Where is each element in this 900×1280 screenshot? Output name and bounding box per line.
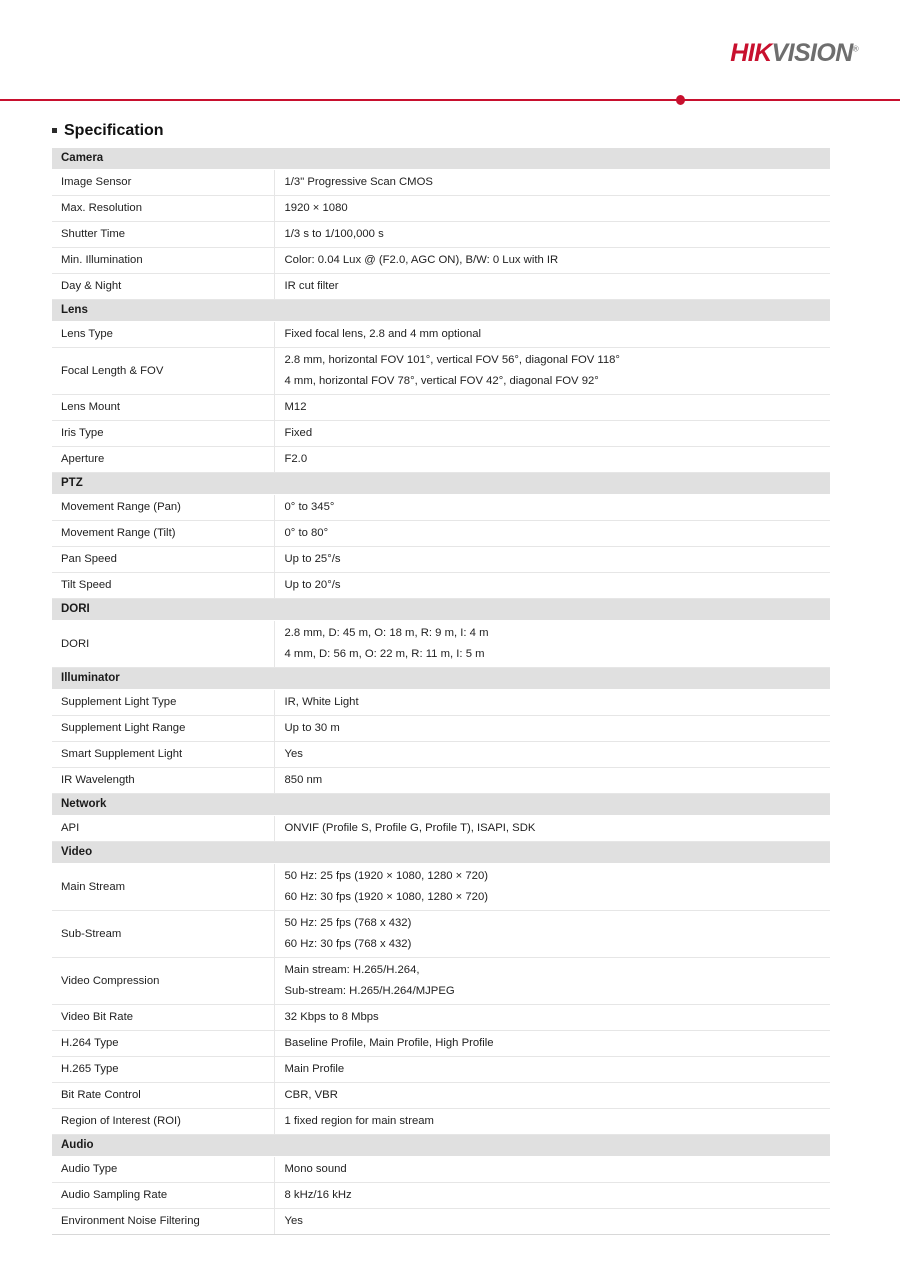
- spec-row-label: Tilt Speed: [52, 573, 274, 599]
- spec-row: [52, 222, 830, 248]
- spec-row-label: Image Sensor: [52, 170, 274, 196]
- spec-row: [52, 621, 830, 668]
- spec-row: [52, 864, 830, 911]
- spec-row-value: [274, 421, 830, 447]
- spec-row-label: Movement Range (Pan): [52, 495, 274, 521]
- spec-row-value: [274, 395, 830, 421]
- spec-row: [52, 447, 830, 473]
- spec-row-label: Lens Type: [52, 322, 274, 348]
- spec-row: [52, 716, 830, 742]
- spec-row-value: [274, 1209, 830, 1235]
- spec-row-value: [274, 447, 830, 473]
- spec-value-line: 50 Hz: 25 fps (1920 × 1080, 1280 × 720): [284, 870, 488, 882]
- spec-value-line: Main stream: H.265/H.264,: [284, 964, 420, 976]
- spec-row: [52, 1057, 830, 1083]
- spec-section-title: Illuminator: [52, 668, 830, 690]
- spec-row: [52, 768, 830, 794]
- spec-row-value: [274, 274, 830, 300]
- spec-value-line: Fixed focal lens, 2.8 and 4 mm optional: [284, 328, 482, 340]
- spec-section-header: [52, 668, 830, 690]
- spec-row-label: Bit Rate Control: [52, 1083, 274, 1109]
- spec-row: [52, 170, 830, 196]
- spec-row-label: Max. Resolution: [52, 196, 274, 222]
- spec-row: [52, 1157, 830, 1183]
- spec-row: [52, 1005, 830, 1031]
- spec-value-line: ONVIF (Profile S, Profile G, Profile T), ISAPI, SDK: [284, 822, 536, 834]
- spec-row-value: [274, 573, 830, 599]
- spec-value-line: IR, White Light: [284, 696, 359, 708]
- spec-row-label: Region of Interest (ROI): [52, 1109, 274, 1135]
- spec-row-value: [274, 222, 830, 248]
- spec-value-line: 1/3" Progressive Scan CMOS: [284, 176, 433, 188]
- spec-row: [52, 1183, 830, 1209]
- spec-value-line: Sub-stream: H.265/H.264/MJPEG: [284, 985, 455, 997]
- registered-trademark-icon: ®: [852, 44, 858, 54]
- square-bullet-icon: [52, 128, 57, 133]
- spec-row-value: [274, 248, 830, 274]
- spec-value-line: 850 nm: [284, 774, 323, 786]
- spec-section-header: [52, 148, 830, 170]
- spec-value-line: 50 Hz: 25 fps (768 x 432): [284, 917, 412, 929]
- header-rule-dot-icon: [676, 95, 685, 105]
- spec-section-header: [52, 842, 830, 864]
- header-rule-line: [0, 99, 900, 101]
- spec-row-label: Movement Range (Tilt): [52, 521, 274, 547]
- spec-row-label: Aperture: [52, 447, 274, 473]
- spec-row-label: DORI: [52, 621, 274, 668]
- spec-section-title: Lens: [52, 300, 830, 322]
- spec-value-line: Fixed: [284, 427, 313, 439]
- spec-row: [52, 742, 830, 768]
- spec-row-label: Environment Noise Filtering: [52, 1209, 274, 1235]
- spec-row-value: [274, 816, 830, 842]
- spec-section-title: Network: [52, 794, 830, 816]
- spec-row-value: [274, 768, 830, 794]
- spec-row-label: Supplement Light Type: [52, 690, 274, 716]
- spec-section-header: [52, 1135, 830, 1157]
- spec-row: [52, 395, 830, 421]
- page-title: [52, 123, 900, 139]
- spec-row: [52, 816, 830, 842]
- spec-row-label: Sub-Stream: [52, 911, 274, 958]
- spec-value-line: CBR, VBR: [284, 1089, 338, 1101]
- header-divider: [0, 88, 900, 102]
- spec-value-line: M12: [284, 401, 307, 413]
- spec-row: [52, 958, 830, 1005]
- spec-value-line: Yes: [284, 748, 303, 760]
- spec-row-label: Iris Type: [52, 421, 274, 447]
- spec-value-line: Up to 20°/s: [284, 579, 341, 591]
- spec-row: [52, 196, 830, 222]
- spec-value-line: Main Profile: [284, 1063, 345, 1075]
- specification-table-body: [52, 148, 830, 1235]
- spec-row-label: Shutter Time: [52, 222, 274, 248]
- spec-row-label: Smart Supplement Light: [52, 742, 274, 768]
- spec-row-label: API: [52, 816, 274, 842]
- spec-section-title: Audio: [52, 1135, 830, 1157]
- spec-value-line: F2.0: [284, 453, 308, 465]
- spec-row-label: Day & Night: [52, 274, 274, 300]
- spec-row: [52, 690, 830, 716]
- spec-value-line: 4 mm, D: 56 m, O: 22 m, R: 11 m, I: 5 m: [284, 648, 485, 660]
- spec-row-label: Audio Type: [52, 1157, 274, 1183]
- spec-value-line: 0° to 345°: [284, 501, 335, 513]
- spec-row-value: [274, 864, 830, 911]
- spec-row-value: [274, 322, 830, 348]
- spec-value-line: IR cut filter: [284, 280, 339, 292]
- spec-row-value: [274, 958, 830, 1005]
- spec-row: [52, 547, 830, 573]
- spec-row-value: [274, 1031, 830, 1057]
- spec-row-label: H.264 Type: [52, 1031, 274, 1057]
- page-title-label: Specification: [64, 122, 164, 139]
- logo-vision-text: VISION: [771, 39, 853, 67]
- spec-row: [52, 1109, 830, 1135]
- spec-row-label: Video Compression: [52, 958, 274, 1005]
- spec-value-line: 60 Hz: 30 fps (1920 × 1080, 1280 × 720): [284, 891, 488, 903]
- spec-value-line: 1 fixed region for main stream: [284, 1115, 434, 1127]
- spec-row-value: [274, 1057, 830, 1083]
- spec-row: [52, 322, 830, 348]
- spec-row: [52, 573, 830, 599]
- spec-row: [52, 421, 830, 447]
- spec-row: [52, 1209, 830, 1235]
- spec-row: [52, 911, 830, 958]
- spec-row-label: Main Stream: [52, 864, 274, 911]
- spec-row-value: [274, 1183, 830, 1209]
- spec-value-line: Yes: [284, 1215, 303, 1227]
- spec-value-line: 4 mm, horizontal FOV 78°, vertical FOV 42°, diagonal FOV 92°: [284, 375, 599, 387]
- spec-value-line: 60 Hz: 30 fps (768 x 432): [284, 938, 412, 950]
- page-header: [0, 0, 900, 88]
- spec-row-label: Pan Speed: [52, 547, 274, 573]
- spec-value-line: Color: 0.04 Lux @ (F2.0, AGC ON), B/W: 0 Lux with IR: [284, 254, 559, 266]
- spec-row-value: [274, 495, 830, 521]
- spec-section-title: Camera: [52, 148, 830, 170]
- spec-row-label: IR Wavelength: [52, 768, 274, 794]
- hikvision-logo: [730, 41, 858, 66]
- spec-row-value: [274, 716, 830, 742]
- spec-value-line: Up to 30 m: [284, 722, 340, 734]
- spec-section-title: PTZ: [52, 473, 830, 495]
- spec-value-line: Baseline Profile, Main Profile, High Profile: [284, 1037, 494, 1049]
- spec-row-value: [274, 170, 830, 196]
- spec-section-title: Video: [52, 842, 830, 864]
- spec-row-value: [274, 690, 830, 716]
- spec-row-label: H.265 Type: [52, 1057, 274, 1083]
- spec-row-value: [274, 196, 830, 222]
- spec-row: [52, 248, 830, 274]
- spec-row-value: [274, 547, 830, 573]
- spec-row-value: [274, 348, 830, 395]
- spec-row: [52, 1083, 830, 1109]
- spec-value-line: 2.8 mm, D: 45 m, O: 18 m, R: 9 m, I: 4 m: [284, 627, 489, 639]
- spec-section-header: [52, 473, 830, 495]
- spec-row-value: [274, 1157, 830, 1183]
- spec-row-label: Video Bit Rate: [52, 1005, 274, 1031]
- spec-row-label: Lens Mount: [52, 395, 274, 421]
- spec-value-line: 1/3 s to 1/100,000 s: [284, 228, 384, 240]
- spec-row-label: Min. Illumination: [52, 248, 274, 274]
- spec-value-line: 8 kHz/16 kHz: [284, 1189, 352, 1201]
- spec-row: [52, 495, 830, 521]
- spec-row-value: [274, 1005, 830, 1031]
- spec-row-value: [274, 621, 830, 668]
- spec-value-line: 2.8 mm, horizontal FOV 101°, vertical FOV 56°, diagonal FOV 118°: [284, 354, 620, 366]
- spec-row-value: [274, 742, 830, 768]
- spec-value-line: 1920 × 1080: [284, 202, 348, 214]
- logo-hik-text: HIK: [730, 39, 772, 67]
- spec-value-line: Mono sound: [284, 1163, 347, 1175]
- spec-row-label: Supplement Light Range: [52, 716, 274, 742]
- spec-row-label: Focal Length & FOV: [52, 348, 274, 395]
- spec-section-header: [52, 300, 830, 322]
- spec-section-title: DORI: [52, 599, 830, 621]
- spec-section-header: [52, 599, 830, 621]
- spec-row-value: [274, 1083, 830, 1109]
- spec-row-label: Audio Sampling Rate: [52, 1183, 274, 1209]
- spec-row: [52, 274, 830, 300]
- spec-row-value: [274, 911, 830, 958]
- spec-row-value: [274, 521, 830, 547]
- spec-value-line: Up to 25°/s: [284, 553, 341, 565]
- spec-row: [52, 1031, 830, 1057]
- spec-row: [52, 521, 830, 547]
- spec-row-value: [274, 1109, 830, 1135]
- spec-value-line: 0° to 80°: [284, 527, 329, 539]
- specification-table: [52, 147, 830, 1235]
- spec-row: [52, 348, 830, 395]
- spec-section-header: [52, 794, 830, 816]
- spec-value-line: 32 Kbps to 8 Mbps: [284, 1011, 379, 1023]
